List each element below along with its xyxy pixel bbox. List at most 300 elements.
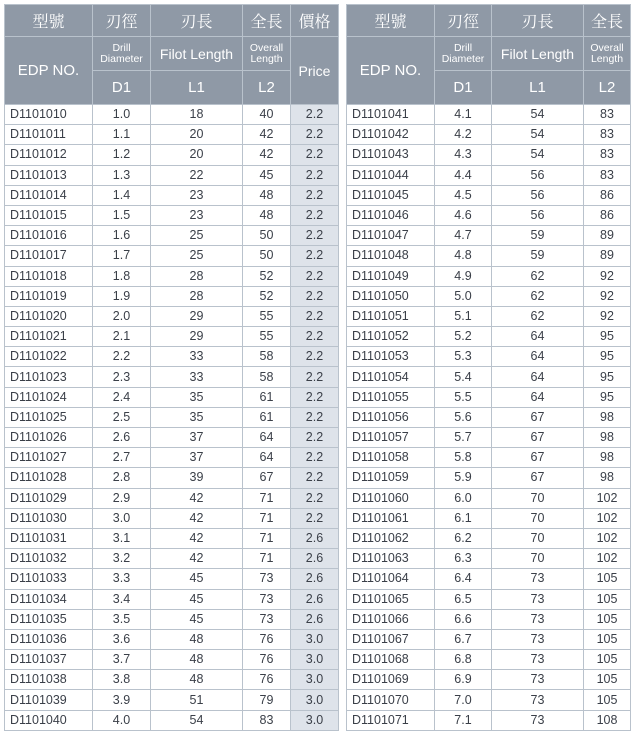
header-edp-en: EDP NO.	[5, 37, 93, 105]
cell-l2: 45	[243, 165, 291, 185]
cell-d1: 1.8	[93, 266, 151, 286]
table-row	[347, 347, 631, 367]
cell-edp: D1101029	[5, 488, 93, 508]
cell-l2: 50	[243, 246, 291, 266]
table-row	[347, 105, 631, 125]
cell-l2: 83	[584, 165, 631, 185]
table-row	[5, 286, 339, 306]
header-overall-zh: 全長	[584, 5, 631, 37]
table-row	[347, 246, 631, 266]
cell-edp: D1101043	[347, 145, 435, 165]
cell-price: 2.6	[291, 589, 339, 609]
table-row	[347, 508, 631, 528]
header-flute-zh: 刃長	[492, 5, 584, 37]
table-row	[5, 125, 339, 145]
cell-l1: 20	[151, 125, 243, 145]
cell-edp: D1101041	[347, 105, 435, 125]
cell-edp: D1101017	[5, 246, 93, 266]
cell-edp: D1101011	[5, 125, 93, 145]
cell-d1: 6.9	[435, 670, 492, 690]
header-overall-en: Overall Length	[584, 37, 631, 71]
cell-l1: 28	[151, 286, 243, 306]
table-row	[347, 549, 631, 569]
cell-price: 2.2	[291, 327, 339, 347]
cell-l2: 73	[243, 569, 291, 589]
cell-l1: 45	[151, 569, 243, 589]
cell-d1: 1.3	[93, 165, 151, 185]
cell-l2: 98	[584, 468, 631, 488]
cell-l2: 67	[243, 468, 291, 488]
table-row	[347, 650, 631, 670]
cell-edp: D1101054	[347, 367, 435, 387]
cell-l2: 98	[584, 407, 631, 427]
cell-d1: 5.2	[435, 327, 492, 347]
header-diameter-sym: D1	[435, 71, 492, 105]
cell-edp: D1101066	[347, 609, 435, 629]
table-row	[5, 428, 339, 448]
cell-edp: D1101065	[347, 589, 435, 609]
cell-price: 3.0	[291, 629, 339, 649]
cell-d1: 1.7	[93, 246, 151, 266]
cell-d1: 5.0	[435, 286, 492, 306]
cell-l2: 76	[243, 670, 291, 690]
cell-l1: 56	[492, 205, 584, 225]
cell-l1: 73	[492, 569, 584, 589]
cell-l1: 70	[492, 528, 584, 548]
cell-l2: 64	[243, 448, 291, 468]
cell-price: 2.2	[291, 387, 339, 407]
cell-l1: 67	[492, 407, 584, 427]
cell-d1: 6.8	[435, 650, 492, 670]
header-flute-en: Filot Length	[492, 37, 584, 71]
cell-l1: 67	[492, 468, 584, 488]
header-diameter-zh: 刃徑	[435, 5, 492, 37]
cell-price: 2.2	[291, 165, 339, 185]
cell-edp: D1101010	[5, 105, 93, 125]
table-body-left	[5, 105, 339, 731]
header-flute-en: Filot Length	[151, 37, 243, 71]
cell-edp: D1101021	[5, 327, 93, 347]
cell-d1: 5.9	[435, 468, 492, 488]
cell-edp: D1101056	[347, 407, 435, 427]
cell-l1: 54	[492, 145, 584, 165]
cell-d1: 6.7	[435, 629, 492, 649]
table-row	[347, 387, 631, 407]
table-row	[347, 428, 631, 448]
table-row	[5, 609, 339, 629]
cell-l2: 92	[584, 306, 631, 326]
cell-l1: 64	[492, 347, 584, 367]
cell-l2: 105	[584, 629, 631, 649]
cell-price: 2.2	[291, 428, 339, 448]
cell-l2: 89	[584, 246, 631, 266]
cell-l1: 67	[492, 428, 584, 448]
cell-l1: 20	[151, 145, 243, 165]
cell-l2: 105	[584, 609, 631, 629]
table-row	[5, 710, 339, 730]
cell-price: 2.2	[291, 125, 339, 145]
cell-price: 2.2	[291, 508, 339, 528]
cell-l1: 62	[492, 286, 584, 306]
cell-l1: 33	[151, 347, 243, 367]
cell-edp: D1101057	[347, 428, 435, 448]
cell-l2: 58	[243, 367, 291, 387]
cell-edp: D1101015	[5, 205, 93, 225]
cell-edp: D1101024	[5, 387, 93, 407]
table-row	[347, 448, 631, 468]
cell-d1: 3.3	[93, 569, 151, 589]
cell-l1: 73	[492, 629, 584, 649]
cell-l2: 55	[243, 327, 291, 347]
cell-edp: D1101032	[5, 549, 93, 569]
cell-l1: 29	[151, 306, 243, 326]
cell-d1: 2.5	[93, 407, 151, 427]
cell-price: 2.6	[291, 569, 339, 589]
cell-l2: 92	[584, 266, 631, 286]
cell-l1: 64	[492, 327, 584, 347]
cell-price: 2.2	[291, 367, 339, 387]
cell-l2: 83	[584, 125, 631, 145]
cell-l2: 105	[584, 569, 631, 589]
cell-l1: 59	[492, 226, 584, 246]
cell-edp: D1101044	[347, 165, 435, 185]
cell-edp: D1101045	[347, 185, 435, 205]
cell-d1: 2.0	[93, 306, 151, 326]
cell-l1: 48	[151, 670, 243, 690]
cell-edp: D1101016	[5, 226, 93, 246]
cell-l1: 42	[151, 508, 243, 528]
header-overall-zh: 全長	[243, 5, 291, 37]
cell-l2: 105	[584, 690, 631, 710]
cell-price: 2.2	[291, 246, 339, 266]
cell-edp: D1101033	[5, 569, 93, 589]
table-row	[5, 347, 339, 367]
cell-l2: 83	[243, 710, 291, 730]
cell-d1: 3.1	[93, 528, 151, 548]
cell-price: 2.2	[291, 226, 339, 246]
cell-price: 2.2	[291, 185, 339, 205]
table-row	[5, 185, 339, 205]
table-body-right	[347, 105, 631, 731]
cell-edp: D1101018	[5, 266, 93, 286]
cell-l2: 89	[584, 226, 631, 246]
cell-l1: 73	[492, 589, 584, 609]
table-row	[5, 488, 339, 508]
cell-d1: 5.4	[435, 367, 492, 387]
cell-d1: 2.6	[93, 428, 151, 448]
cell-l1: 56	[492, 165, 584, 185]
cell-price: 2.2	[291, 468, 339, 488]
cell-d1: 3.4	[93, 589, 151, 609]
table-row	[5, 508, 339, 528]
cell-l2: 105	[584, 670, 631, 690]
cell-edp: D1101047	[347, 226, 435, 246]
cell-l1: 29	[151, 327, 243, 347]
table-row	[347, 185, 631, 205]
cell-edp: D1101038	[5, 670, 93, 690]
table-row	[347, 589, 631, 609]
cell-l2: 98	[584, 428, 631, 448]
cell-l2: 95	[584, 327, 631, 347]
cell-d1: 5.1	[435, 306, 492, 326]
cell-l1: 35	[151, 407, 243, 427]
cell-d1: 6.3	[435, 549, 492, 569]
table-row	[347, 306, 631, 326]
cell-edp: D1101058	[347, 448, 435, 468]
cell-l1: 25	[151, 226, 243, 246]
cell-d1: 6.1	[435, 508, 492, 528]
table-header-left	[5, 5, 339, 105]
table-row	[5, 367, 339, 387]
cell-edp: D1101063	[347, 549, 435, 569]
cell-price: 2.2	[291, 105, 339, 125]
table-row	[5, 629, 339, 649]
cell-edp: D1101071	[347, 710, 435, 730]
cell-edp: D1101042	[347, 125, 435, 145]
cell-d1: 1.5	[93, 205, 151, 225]
spec-table-left	[4, 4, 339, 731]
cell-l1: 54	[492, 105, 584, 125]
cell-d1: 4.6	[435, 205, 492, 225]
cell-edp: D1101036	[5, 629, 93, 649]
table-row	[347, 145, 631, 165]
cell-l2: 95	[584, 387, 631, 407]
cell-l2: 105	[584, 650, 631, 670]
cell-l1: 42	[151, 549, 243, 569]
cell-edp: D1101014	[5, 185, 93, 205]
cell-l2: 108	[584, 710, 631, 730]
table-row	[347, 286, 631, 306]
cell-l2: 50	[243, 226, 291, 246]
cell-l1: 70	[492, 488, 584, 508]
cell-d1: 2.4	[93, 387, 151, 407]
header-price-zh: 價格	[291, 5, 339, 37]
cell-l2: 61	[243, 407, 291, 427]
header-price-en: Price	[291, 37, 339, 105]
cell-d1: 4.3	[435, 145, 492, 165]
table-row	[347, 629, 631, 649]
cell-edp: D1101060	[347, 488, 435, 508]
table-row	[5, 569, 339, 589]
cell-l2: 86	[584, 205, 631, 225]
cell-l1: 35	[151, 387, 243, 407]
cell-edp: D1101064	[347, 569, 435, 589]
table-row	[347, 528, 631, 548]
cell-d1: 2.9	[93, 488, 151, 508]
cell-d1: 4.9	[435, 266, 492, 286]
cell-l1: 62	[492, 266, 584, 286]
cell-edp: D1101053	[347, 347, 435, 367]
cell-d1: 4.5	[435, 185, 492, 205]
cell-d1: 5.5	[435, 387, 492, 407]
cell-d1: 4.1	[435, 105, 492, 125]
cell-edp: D1101050	[347, 286, 435, 306]
table-row	[347, 165, 631, 185]
header-overall-sym: L2	[584, 71, 631, 105]
header-diameter-en: Drill Diameter	[93, 37, 151, 71]
cell-d1: 4.2	[435, 125, 492, 145]
cell-d1: 5.6	[435, 407, 492, 427]
table-row	[5, 226, 339, 246]
cell-d1: 1.6	[93, 226, 151, 246]
cell-l1: 64	[492, 387, 584, 407]
cell-edp: D1101031	[5, 528, 93, 548]
table-row	[347, 226, 631, 246]
cell-l2: 95	[584, 347, 631, 367]
cell-l1: 33	[151, 367, 243, 387]
cell-price: 2.2	[291, 306, 339, 326]
cell-price: 2.6	[291, 609, 339, 629]
cell-l1: 73	[492, 609, 584, 629]
cell-d1: 1.1	[93, 125, 151, 145]
cell-d1: 1.0	[93, 105, 151, 125]
cell-price: 2.6	[291, 528, 339, 548]
table-row	[347, 468, 631, 488]
cell-price: 3.0	[291, 650, 339, 670]
cell-l2: 105	[584, 589, 631, 609]
cell-l2: 71	[243, 488, 291, 508]
cell-l2: 71	[243, 528, 291, 548]
cell-l2: 98	[584, 448, 631, 468]
cell-edp: D1101070	[347, 690, 435, 710]
header-edp-zh: 型號	[5, 5, 93, 37]
cell-l1: 25	[151, 246, 243, 266]
cell-edp: D1101027	[5, 448, 93, 468]
cell-d1: 3.9	[93, 690, 151, 710]
cell-edp: D1101034	[5, 589, 93, 609]
cell-price: 2.2	[291, 407, 339, 427]
cell-price: 3.0	[291, 690, 339, 710]
cell-l2: 55	[243, 306, 291, 326]
cell-l2: 40	[243, 105, 291, 125]
cell-edp: D1101046	[347, 205, 435, 225]
table-row	[5, 407, 339, 427]
cell-l2: 52	[243, 266, 291, 286]
cell-l2: 83	[584, 145, 631, 165]
table-row	[347, 407, 631, 427]
cell-d1: 6.0	[435, 488, 492, 508]
cell-d1: 3.7	[93, 650, 151, 670]
cell-edp: D1101013	[5, 165, 93, 185]
cell-d1: 2.3	[93, 367, 151, 387]
header-overall-sym: L2	[243, 71, 291, 105]
cell-d1: 3.0	[93, 508, 151, 528]
cell-d1: 2.7	[93, 448, 151, 468]
cell-edp: D1101069	[347, 670, 435, 690]
cell-l1: 54	[492, 125, 584, 145]
table-row	[5, 205, 339, 225]
table-row	[347, 266, 631, 286]
cell-edp: D1101052	[347, 327, 435, 347]
cell-d1: 4.4	[435, 165, 492, 185]
cell-price: 2.2	[291, 347, 339, 367]
cell-l1: 37	[151, 428, 243, 448]
table-row	[347, 488, 631, 508]
cell-d1: 1.2	[93, 145, 151, 165]
table-row	[5, 327, 339, 347]
cell-l1: 39	[151, 468, 243, 488]
table-row	[347, 690, 631, 710]
table-row	[5, 468, 339, 488]
table-row	[5, 105, 339, 125]
cell-price: 2.2	[291, 488, 339, 508]
cell-d1: 2.8	[93, 468, 151, 488]
cell-d1: 7.0	[435, 690, 492, 710]
header-overall-en: Overall Length	[243, 37, 291, 71]
cell-l2: 52	[243, 286, 291, 306]
cell-l1: 23	[151, 185, 243, 205]
cell-l2: 92	[584, 286, 631, 306]
cell-d1: 3.2	[93, 549, 151, 569]
cell-l2: 42	[243, 145, 291, 165]
cell-d1: 2.2	[93, 347, 151, 367]
cell-l1: 73	[492, 650, 584, 670]
cell-edp: D1101030	[5, 508, 93, 528]
cell-l1: 67	[492, 448, 584, 468]
cell-d1: 3.8	[93, 670, 151, 690]
cell-edp: D1101039	[5, 690, 93, 710]
cell-d1: 6.6	[435, 609, 492, 629]
cell-price: 2.2	[291, 205, 339, 225]
cell-l2: 61	[243, 387, 291, 407]
cell-l2: 58	[243, 347, 291, 367]
cell-l1: 18	[151, 105, 243, 125]
cell-d1: 6.2	[435, 528, 492, 548]
cell-edp: D1101040	[5, 710, 93, 730]
cell-l1: 54	[151, 710, 243, 730]
cell-l1: 22	[151, 165, 243, 185]
cell-d1: 1.4	[93, 185, 151, 205]
cell-l1: 42	[151, 488, 243, 508]
table-row	[5, 549, 339, 569]
cell-l1: 62	[492, 306, 584, 326]
cell-price: 2.2	[291, 286, 339, 306]
cell-d1: 5.8	[435, 448, 492, 468]
cell-d1: 3.5	[93, 609, 151, 629]
table-row	[347, 670, 631, 690]
cell-d1: 6.4	[435, 569, 492, 589]
cell-price: 2.2	[291, 448, 339, 468]
cell-l2: 102	[584, 508, 631, 528]
cell-l1: 45	[151, 589, 243, 609]
table-row	[347, 327, 631, 347]
table-row	[5, 387, 339, 407]
cell-edp: D1101025	[5, 407, 93, 427]
cell-l2: 86	[584, 185, 631, 205]
cell-l1: 37	[151, 448, 243, 468]
table-row	[5, 306, 339, 326]
table-row	[5, 589, 339, 609]
cell-l1: 42	[151, 528, 243, 548]
cell-d1: 3.6	[93, 629, 151, 649]
cell-l2: 73	[243, 609, 291, 629]
header-flute-sym: L1	[492, 71, 584, 105]
cell-l2: 76	[243, 650, 291, 670]
table-row	[5, 690, 339, 710]
cell-l1: 23	[151, 205, 243, 225]
cell-l1: 70	[492, 508, 584, 528]
cell-d1: 2.1	[93, 327, 151, 347]
cell-l2: 95	[584, 367, 631, 387]
spec-table-right	[346, 4, 631, 731]
cell-l2: 73	[243, 589, 291, 609]
cell-edp: D1101059	[347, 468, 435, 488]
table-row	[5, 246, 339, 266]
table-row	[347, 125, 631, 145]
cell-d1: 4.8	[435, 246, 492, 266]
cell-l2: 102	[584, 549, 631, 569]
cell-l2: 102	[584, 528, 631, 548]
